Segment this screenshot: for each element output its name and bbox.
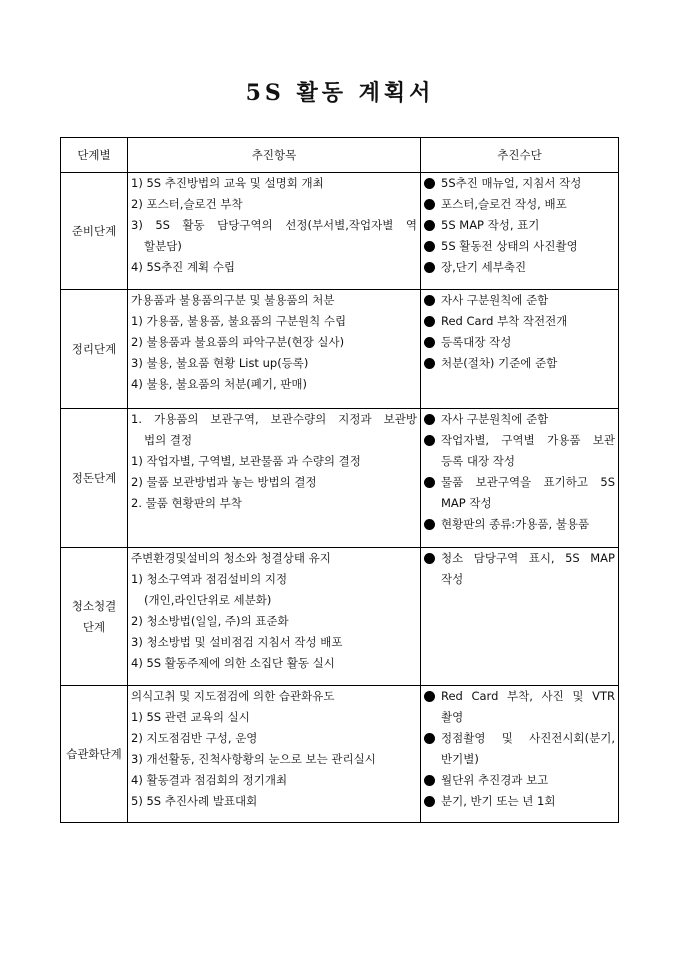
bullet-icon (424, 691, 435, 702)
stage-cell (61, 686, 128, 823)
means-item (424, 290, 615, 311)
means-text: 5S MAP 작성, 표기 (441, 218, 540, 232)
item-line: (개인,라인단위로 세분화) (144, 593, 272, 607)
stage-cell (61, 409, 128, 548)
item-line: 2) 물품 보관방법과 놓는 방법의 결정 (131, 475, 317, 489)
means-item (424, 686, 615, 707)
means-text: 현황판의 종류:가용품, 불용품 (441, 517, 590, 531)
means-item (424, 514, 615, 535)
plan-table (60, 137, 619, 823)
stage-label: 습관화단계 (66, 746, 122, 761)
item-line: 할분담) (144, 239, 182, 253)
means-text: 포스터,슬로건 작성, 배포 (441, 197, 567, 211)
item-line: 가용품과 불용품의구분 및 불용품의 처분 (131, 293, 335, 307)
means-cell (421, 686, 619, 823)
item-line: 2) 지도점검반 구성, 운영 (131, 731, 258, 745)
item-line: 2. 물품 현황판의 부착 (131, 496, 242, 510)
bullet-icon (424, 262, 435, 273)
item-line: 5) 5S 추진사례 발표대회 (131, 794, 258, 808)
item-line: 4) 5S 활동주제에 의한 소집단 활동 실시 (131, 656, 335, 670)
means-continuation: MAP 작성 (441, 496, 492, 510)
item-line: 2) 청소방법(일일, 주)의 표준화 (131, 614, 289, 628)
item-line: 의식고취 및 지도점검에 의한 습관화유도 (131, 689, 335, 703)
means-item (424, 353, 615, 374)
item-line: 1) 가용품, 불용품, 불요품의 구분원칙 수립 (131, 314, 347, 328)
means-continuation: 작성 (441, 572, 464, 586)
means-text: 자사 구분원칙에 준함 (441, 293, 549, 307)
stage-label: 정돈단계 (71, 470, 117, 485)
item-line: 1. 가용품의 보관구역, 보관수량의 지정과 보관방 (131, 412, 417, 426)
bullet-icon (424, 775, 435, 786)
items-cell (128, 548, 421, 686)
item-line: 4) 5S추진 계획 수립 (131, 260, 236, 274)
item-line: 1) 청소구역과 점검설비의 지정 (131, 572, 288, 586)
item-line: 3) 개선활동, 진척사항황의 눈으로 보는 관리실시 (131, 752, 376, 766)
means-text: 청소 담당구역 표시, 5S MAP (441, 551, 615, 565)
item-line: 주변환경및설비의 청소와 청결상태 유지 (131, 551, 331, 565)
document-title: 5S 활동 계획서 (245, 80, 435, 106)
stage-cell (61, 290, 128, 409)
table-row-cleaning (61, 548, 619, 686)
bullet-icon (424, 733, 435, 744)
table-row-sorting (61, 290, 619, 409)
means-item (424, 173, 615, 194)
means-text: Red Card 부착 작전전개 (441, 314, 568, 328)
means-text: 분기, 반기 또는 년 1회 (441, 794, 556, 808)
stage-cell (61, 548, 128, 686)
means-continuation: 반기별) (441, 752, 479, 766)
means-text: 장,단기 세부축진 (441, 260, 527, 274)
table-row-habituation (61, 686, 619, 823)
item-line: 3) 불용, 불요품 현황 List up(등록) (131, 356, 309, 370)
bullet-icon (424, 295, 435, 306)
table-row-arrangement (61, 409, 619, 548)
means-item (424, 728, 615, 749)
means-item (424, 311, 615, 332)
header-stage: 단계별 (61, 138, 128, 173)
item-line: 1) 작업자별, 구역별, 보관물품 과 수량의 결정 (131, 454, 361, 468)
means-item (424, 791, 615, 812)
means-cell (421, 173, 619, 290)
items-cell (128, 290, 421, 409)
item-line: 3) 5S 활동 담당구역의 선정(부서별,작업자별 역 (131, 218, 417, 232)
bullet-icon (424, 553, 435, 564)
means-item (424, 236, 615, 257)
means-cell (421, 548, 619, 686)
item-line: 4) 활동결과 점검회의 정기개최 (131, 773, 288, 787)
means-text: 처분(절차) 기준에 준함 (441, 356, 558, 370)
bullet-icon (424, 358, 435, 369)
means-text: 월단위 추진경과 보고 (441, 773, 549, 787)
bullet-icon (424, 199, 435, 210)
header-row (61, 138, 619, 173)
item-line: 1) 5S 추진방법의 교육 및 설명회 개최 (131, 176, 324, 190)
bullet-icon (424, 435, 435, 446)
item-line: 3) 청소방법 및 설비점검 지침서 작성 배포 (131, 635, 343, 649)
means-item (424, 472, 615, 493)
means-text: 등록대장 작성 (441, 335, 512, 349)
table-row-preparation (61, 173, 619, 290)
bullet-icon (424, 414, 435, 425)
item-line: 4) 불용, 불요품의 처분(폐기, 판매) (131, 377, 308, 391)
means-item (424, 409, 615, 430)
means-item (424, 548, 615, 569)
means-item (424, 194, 615, 215)
items-cell (128, 686, 421, 823)
bullet-icon (424, 241, 435, 252)
means-cell (421, 409, 619, 548)
means-text: 작업자별, 구역별 가용품 보관 (441, 433, 615, 447)
means-text: 5S추진 매뉴얼, 지침서 작성 (441, 176, 582, 190)
header-means: 추진수단 (421, 138, 619, 173)
stage-label: 단계 (82, 619, 106, 634)
means-text: 물품 보관구역을 표기하고 5S (441, 475, 615, 489)
items-cell (128, 173, 421, 290)
item-line: 법의 결정 (144, 433, 193, 447)
means-item (424, 215, 615, 236)
stage-label: 정리단계 (71, 341, 117, 356)
means-continuation: 등록 대장 작성 (441, 454, 515, 468)
means-item (424, 332, 615, 353)
means-continuation: 촬영 (441, 710, 464, 724)
bullet-icon (424, 337, 435, 348)
means-text: Red Card 부착, 사진 및 VTR (441, 689, 615, 703)
header-items: 추진항목 (128, 138, 421, 173)
means-cell (421, 290, 619, 409)
means-text: 자사 구분원칙에 준함 (441, 412, 549, 426)
means-text: 정점촬영 및 사진전시회(분기, (441, 731, 615, 745)
item-line: 1) 5S 관련 교육의 실시 (131, 710, 250, 724)
stage-label: 준비단계 (71, 223, 117, 238)
item-line: 2) 불용품과 불요품의 파악구분(현장 실사) (131, 335, 345, 349)
means-item (424, 430, 615, 451)
bullet-icon (424, 519, 435, 530)
stage-cell (61, 173, 128, 290)
bullet-icon (424, 316, 435, 327)
item-line: 2) 포스터,슬로건 부착 (131, 197, 243, 211)
means-text: 5S 활동전 상태의 사진촬영 (441, 239, 578, 253)
bullet-icon (424, 477, 435, 488)
items-cell (128, 409, 421, 548)
bullet-icon (424, 796, 435, 807)
bullet-icon (424, 178, 435, 189)
stage-label: 청소청결 (71, 598, 117, 613)
means-item (424, 257, 615, 278)
bullet-icon (424, 220, 435, 231)
means-item (424, 770, 615, 791)
